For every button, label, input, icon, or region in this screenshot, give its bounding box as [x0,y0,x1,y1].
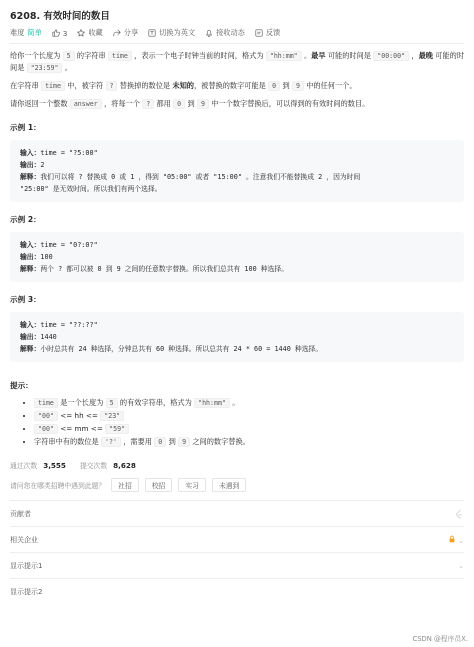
example-block: 输入：time = "0?:0?" 输出：100 解释：两个 ? 都可以被 0 到 9 之间的任意数字替换。所以我们总共有 100 种选择。 [10,232,464,282]
collect-button[interactable] [77,28,102,38]
like-count: 3 [62,28,68,38]
pass-count: 通过次数 3,555 [10,461,66,470]
description-paragraph-3: 请你返回一个整数 answer ，将每一个 ? 都用 0 到 9 中一个数字替换后，可以得到的有效时间的数目。 [10,99,370,108]
example-block: 输入：time = "??:??" 输出：1440 解释：小时总共有 24 种选择，分钟总共有 60 种选择。所以总共有 24 * 60 = 1440 种选择。 [10,312,464,362]
chevron-down-icon: ⌄ [458,536,464,545]
lock-icon [448,535,456,543]
survey-option-social[interactable]: 社招 [111,478,139,492]
share-label: 分享 [123,28,139,37]
description-paragraph-1: 给你一个长度为 5 的字符串 time ，表示一个电子时钟当前的时间，格式为 "hh:mm" 。最早 可能的时间是 "00:00" ，最晚 可能的时间是 "23:59" 。 [10,51,465,72]
survey-option-none[interactable]: 未遇到 [212,478,246,492]
leetcode-logo-icon [454,509,464,519]
chevron-down-icon: ⌄ [458,561,464,570]
contributors-section[interactable] [10,501,464,527]
list-item: • "00" <= hh <= "23" [34,410,464,422]
hint-2-label: 显示提示2 [10,587,43,596]
related-companies-section[interactable] [10,527,464,553]
watermark: CSDN @程序员X. [412,635,468,643]
bell-icon [205,29,213,37]
tips-heading: 提示： [10,381,33,390]
thumbs-up-icon [52,29,60,37]
switch-language-button[interactable] [148,28,195,38]
survey-option-campus[interactable]: 校招 [145,478,173,492]
page-title: 6208. 有效时间的数目 [10,11,110,22]
share-icon [113,29,121,37]
difficulty [10,28,42,38]
example-block: 输入：time = "?5:00" 输出：2 解释：我们可以将 ? 替换成 0 或 1 ，得到 "05:00" 或者 "15:00" 。注意我们不能替换成 2 ，因为时间 "25:00" 是无效时间。所以我们有两个选择。 [10,140,464,202]
interview-survey [10,478,464,501]
notify-label: 接收动态 [216,28,245,37]
example-heading: 示例 3： [10,295,41,304]
translate-icon [148,29,156,37]
survey-option-intern[interactable]: 实习 [178,478,206,492]
feedback-label: 反馈 [265,28,281,37]
like-button[interactable] [52,29,68,38]
problem-meta-bar [10,28,464,44]
difficulty-value: 简单 [27,28,42,37]
star-icon [77,29,85,37]
hint-2-section[interactable] [10,579,464,604]
companies-label: 相关企业 [10,535,38,544]
feedback-icon [255,29,263,37]
share-button[interactable] [113,28,138,38]
list-item: • 字符串中有的数位是 '?' ，需要用 0 到 9 之间的数字替换。 [34,436,464,448]
difficulty-label: 难度 [10,28,25,37]
example-heading: 示例 1： [10,123,41,132]
hint-1-section[interactable] [10,553,464,579]
example-1 [10,122,464,202]
example-2 [10,214,464,282]
submission-stats [10,460,464,470]
switch-language-label: 切换为英文 [159,28,196,37]
example-heading: 示例 2： [10,215,41,224]
description-paragraph-2: 在字符串 time 中，被字符 ? 替换掉的数位是 未知的，被替换的数字可能是 0 到 9 中的任何一个。 [10,81,357,90]
notify-button[interactable] [205,28,245,38]
submit-count: 提交次数 8,628 [79,461,136,470]
tips-list [10,397,464,448]
list-item: • "00" <= mm <= "59" [34,423,464,435]
contributors-label: 贡献者 [10,509,31,518]
survey-question: 请问您在哪类招聘中遇到此题？ [10,482,106,490]
hint-1-label: 显示提示1 [10,561,43,570]
example-3 [10,294,464,362]
list-item: • time 是一个长度为 5 的有效字符串，格式为 "hh:mm" 。 [34,397,464,409]
collect-label: 收藏 [88,28,103,37]
feedback-button[interactable] [255,28,280,38]
